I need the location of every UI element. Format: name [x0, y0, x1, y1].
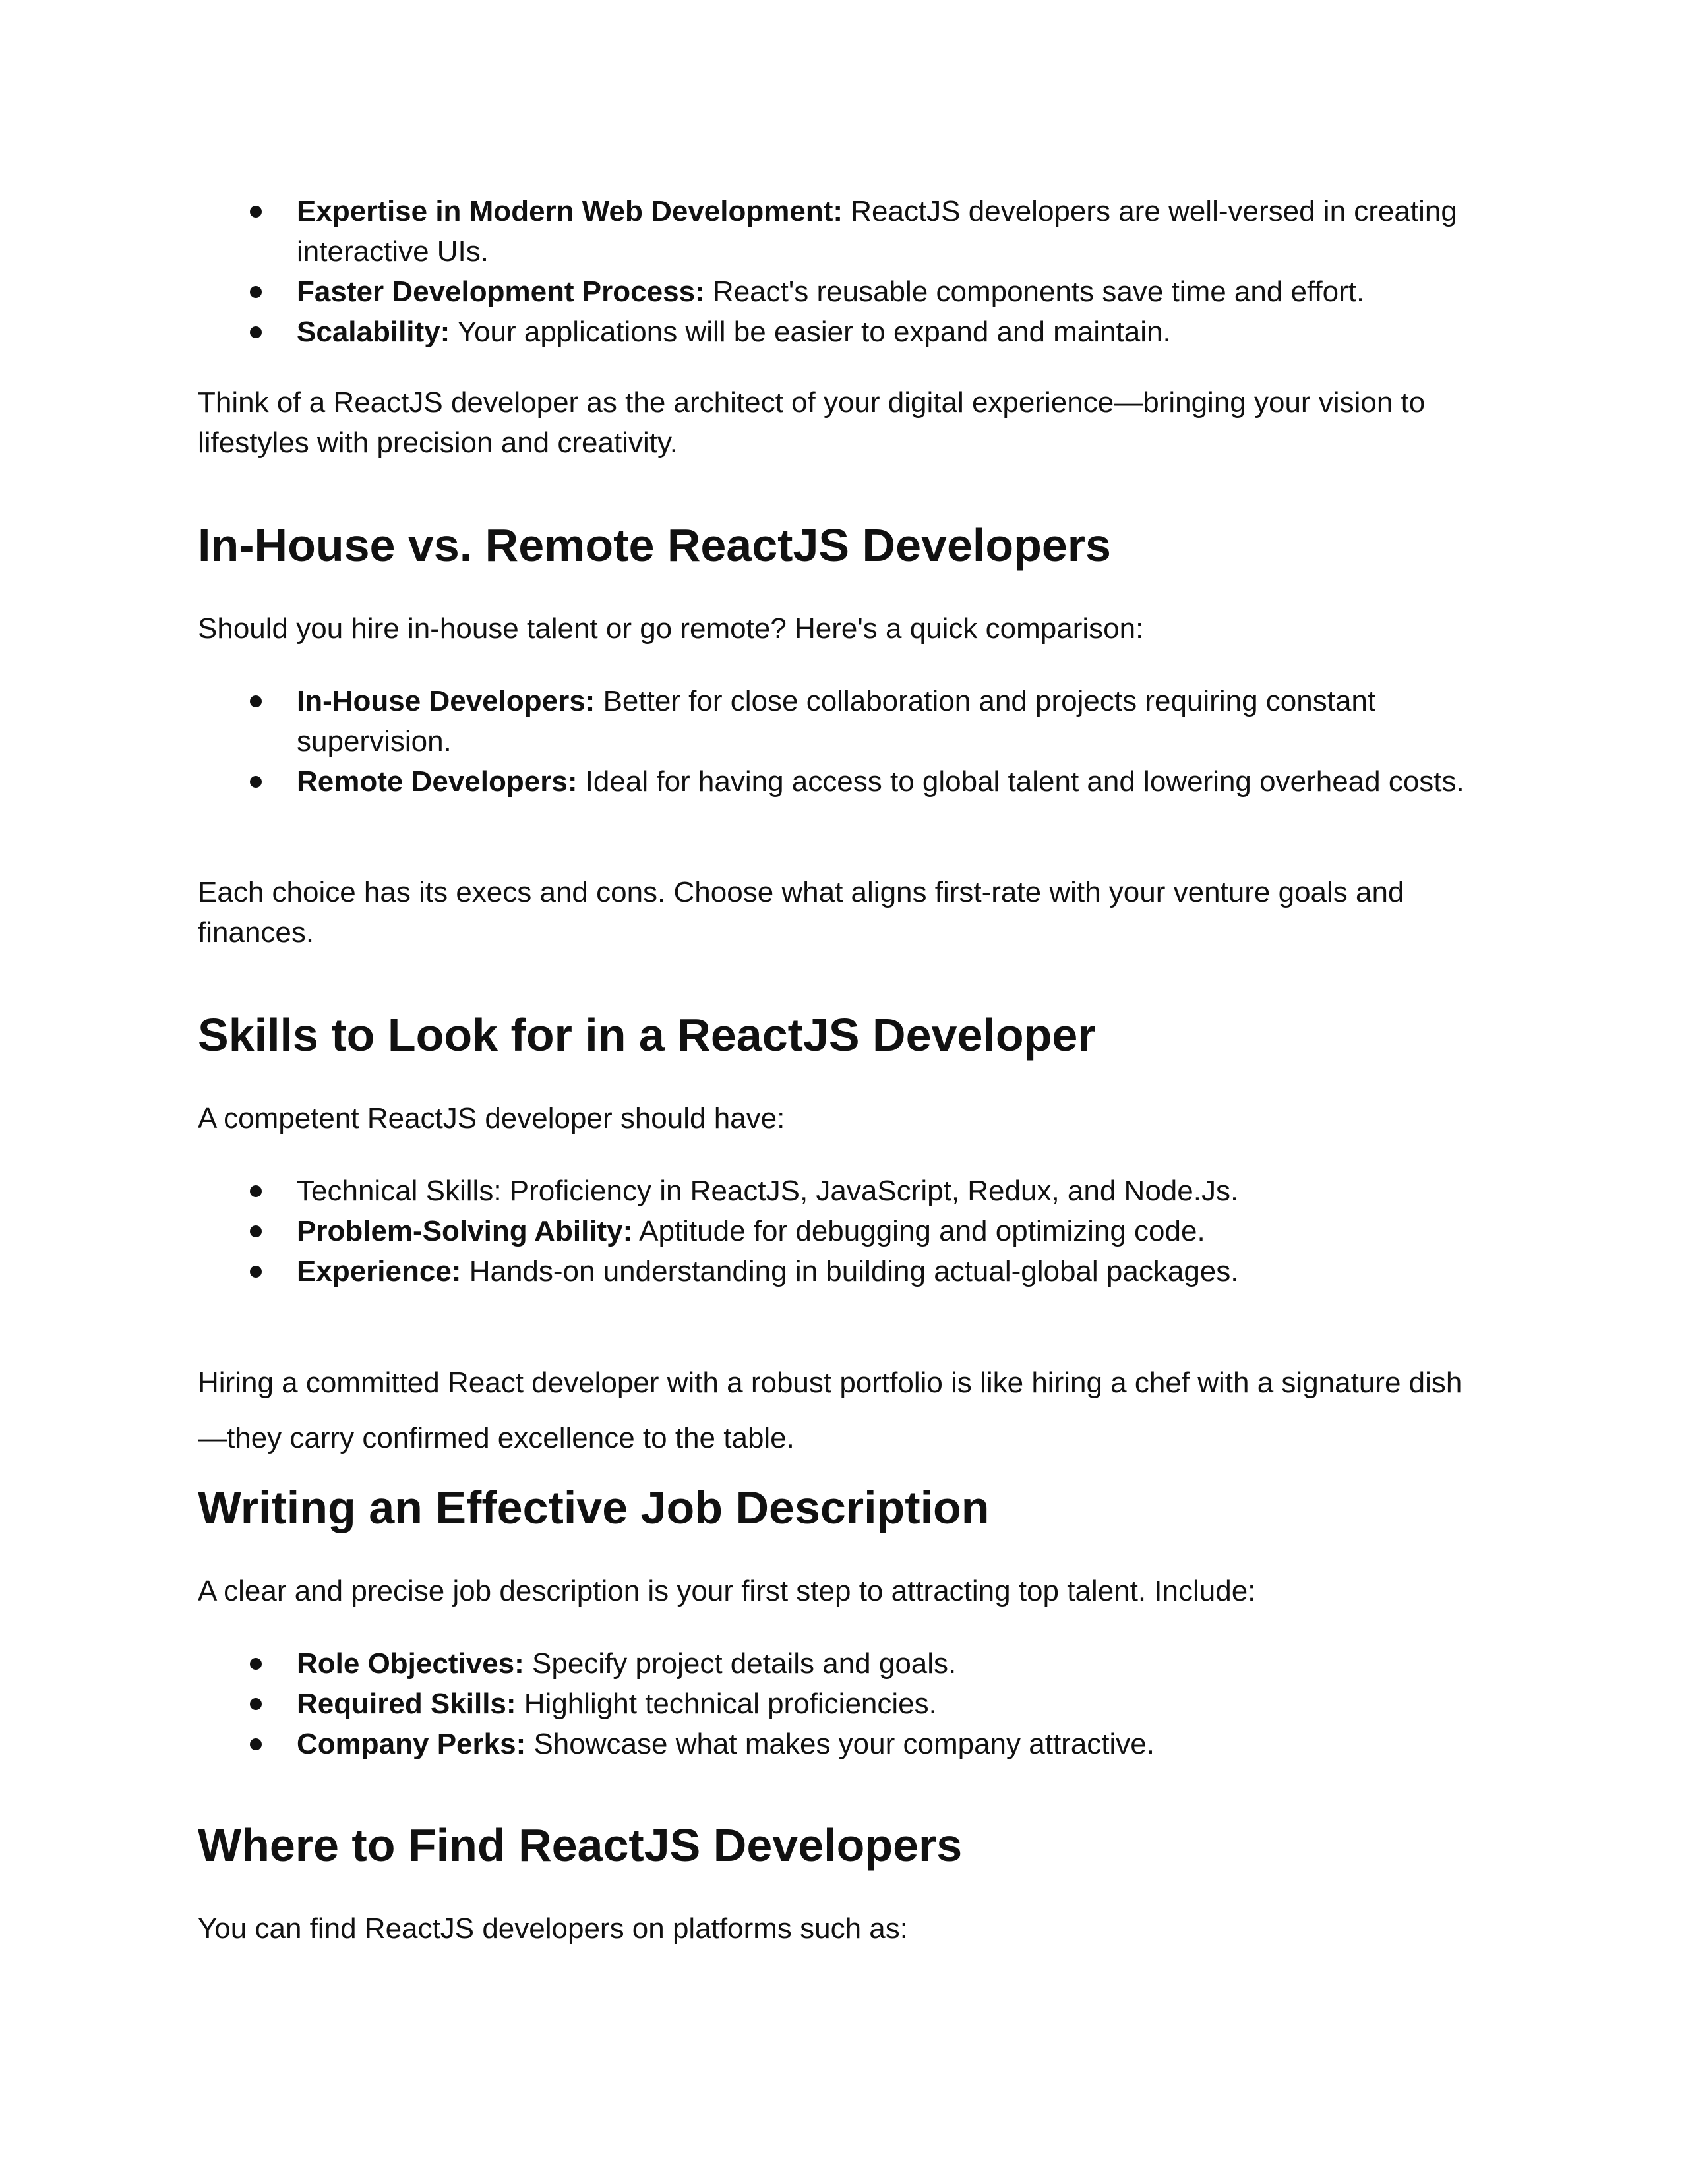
section-skills-lead-block [198, 1098, 1490, 1138]
bullet-text: Technical Skills: Proficiency in ReactJS, JavaScript, Redux, and Node.Js. [297, 1175, 1239, 1207]
bullet-text: ReactJS developers are well-versed in creating interactive UIs. [297, 195, 1457, 268]
list-item [198, 1643, 1490, 1684]
list-item [198, 191, 1490, 272]
bullet-icon [250, 1658, 262, 1670]
intro-bullet-list [198, 191, 1490, 352]
bullet-icon [250, 1698, 262, 1710]
section-heading: Writing an Effective Job Description [198, 1482, 990, 1533]
intro-paragraph: Think of a ReactJS developer as the architect of your digital experience—bringing your vision to lifestyles with precision and creativity. [198, 386, 1426, 459]
list-item [198, 312, 1490, 352]
bullet-icon [250, 1225, 262, 1237]
bullet-icon [250, 1266, 262, 1278]
job-bullet-list [198, 1643, 1490, 1764]
inhouse-bullet-list [198, 681, 1490, 802]
bullet-text: Highlight technical proficiencies. [516, 1688, 937, 1720]
bullet-term: Experience: [297, 1255, 462, 1287]
bullet-text: Showcase what makes your company attractive. [526, 1728, 1155, 1760]
section-closing: Hiring a committed React developer with a robust portfolio is like hiring a chef with a signature dish—they carry confirmed excellence to the table. [198, 1367, 1462, 1454]
bullet-term: Company Perks: [297, 1728, 526, 1760]
section-inhouse-lead-block [198, 608, 1490, 649]
section-skills-closing-block [198, 1355, 1490, 1466]
bullet-icon [250, 286, 262, 298]
bullet-icon [250, 206, 262, 218]
list-item [198, 272, 1490, 312]
section-heading: Skills to Look for in a ReactJS Developer [198, 1009, 1096, 1061]
section-skills-heading-block [198, 1007, 1490, 1063]
list-item [198, 761, 1490, 802]
bullet-term: Faster Development Process: [297, 276, 705, 308]
list-item [198, 1251, 1490, 1291]
section-job-lead-block [198, 1571, 1490, 1611]
bullet-term: In-House Developers: [297, 685, 595, 717]
bullet-icon [250, 326, 262, 338]
bullet-text: Hands-on understanding in building actual-global packages. [461, 1255, 1239, 1287]
list-item [198, 1684, 1490, 1724]
bullet-icon [250, 1738, 262, 1750]
bullet-icon [250, 776, 262, 788]
bullet-text: Specify project details and goals. [524, 1647, 957, 1680]
bullet-term: Scalability: [297, 316, 450, 348]
intro-paragraph-block [198, 382, 1490, 463]
bullet-text: Better for close collaboration and projects requiring constant supervision. [297, 685, 1376, 757]
section-job-heading-block [198, 1480, 1490, 1535]
skills-bullet-list [198, 1171, 1490, 1291]
section-inhouse-closing-block [198, 872, 1490, 953]
bullet-term: Required Skills: [297, 1688, 516, 1720]
list-item [198, 1211, 1490, 1251]
list-item [198, 1724, 1490, 1764]
section-heading: Where to Find ReactJS Developers [198, 1819, 963, 1871]
section-lead: Should you hire in-house talent or go remote? Here's a quick comparison: [198, 612, 1144, 645]
bullet-term: Role Objectives: [297, 1647, 524, 1680]
section-lead: A competent ReactJS developer should have: [198, 1102, 785, 1135]
section-find-heading-block [198, 1817, 1490, 1873]
bullet-text: Your applications will be easier to expand and maintain. [450, 316, 1171, 348]
bullet-term: Remote Developers: [297, 765, 578, 798]
section-heading: In-House vs. Remote ReactJS Developers [198, 519, 1111, 571]
section-lead: You can find ReactJS developers on platforms such as: [198, 1912, 908, 1945]
bullet-text: React's reusable components save time and effort. [704, 276, 1365, 308]
bullet-term: Expertise in Modern Web Development: [297, 195, 843, 227]
list-item [198, 681, 1490, 761]
section-find-lead-block [198, 1908, 1490, 1949]
list-item [198, 1171, 1490, 1211]
bullet-text: Aptitude for debugging and optimizing code. [632, 1215, 1205, 1247]
section-lead: A clear and precise job description is your first step to attracting top talent. Include: [198, 1575, 1256, 1607]
section-inhouse-heading-block [198, 517, 1490, 573]
section-closing: Each choice has its execs and cons. Choose what aligns first-rate with your venture goals and finances. [198, 876, 1404, 949]
bullet-icon [250, 695, 262, 707]
bullet-text: Ideal for having access to global talent and lowering overhead costs. [577, 765, 1464, 798]
bullet-term: Problem-Solving Ability: [297, 1215, 633, 1247]
bullet-icon [250, 1185, 262, 1197]
